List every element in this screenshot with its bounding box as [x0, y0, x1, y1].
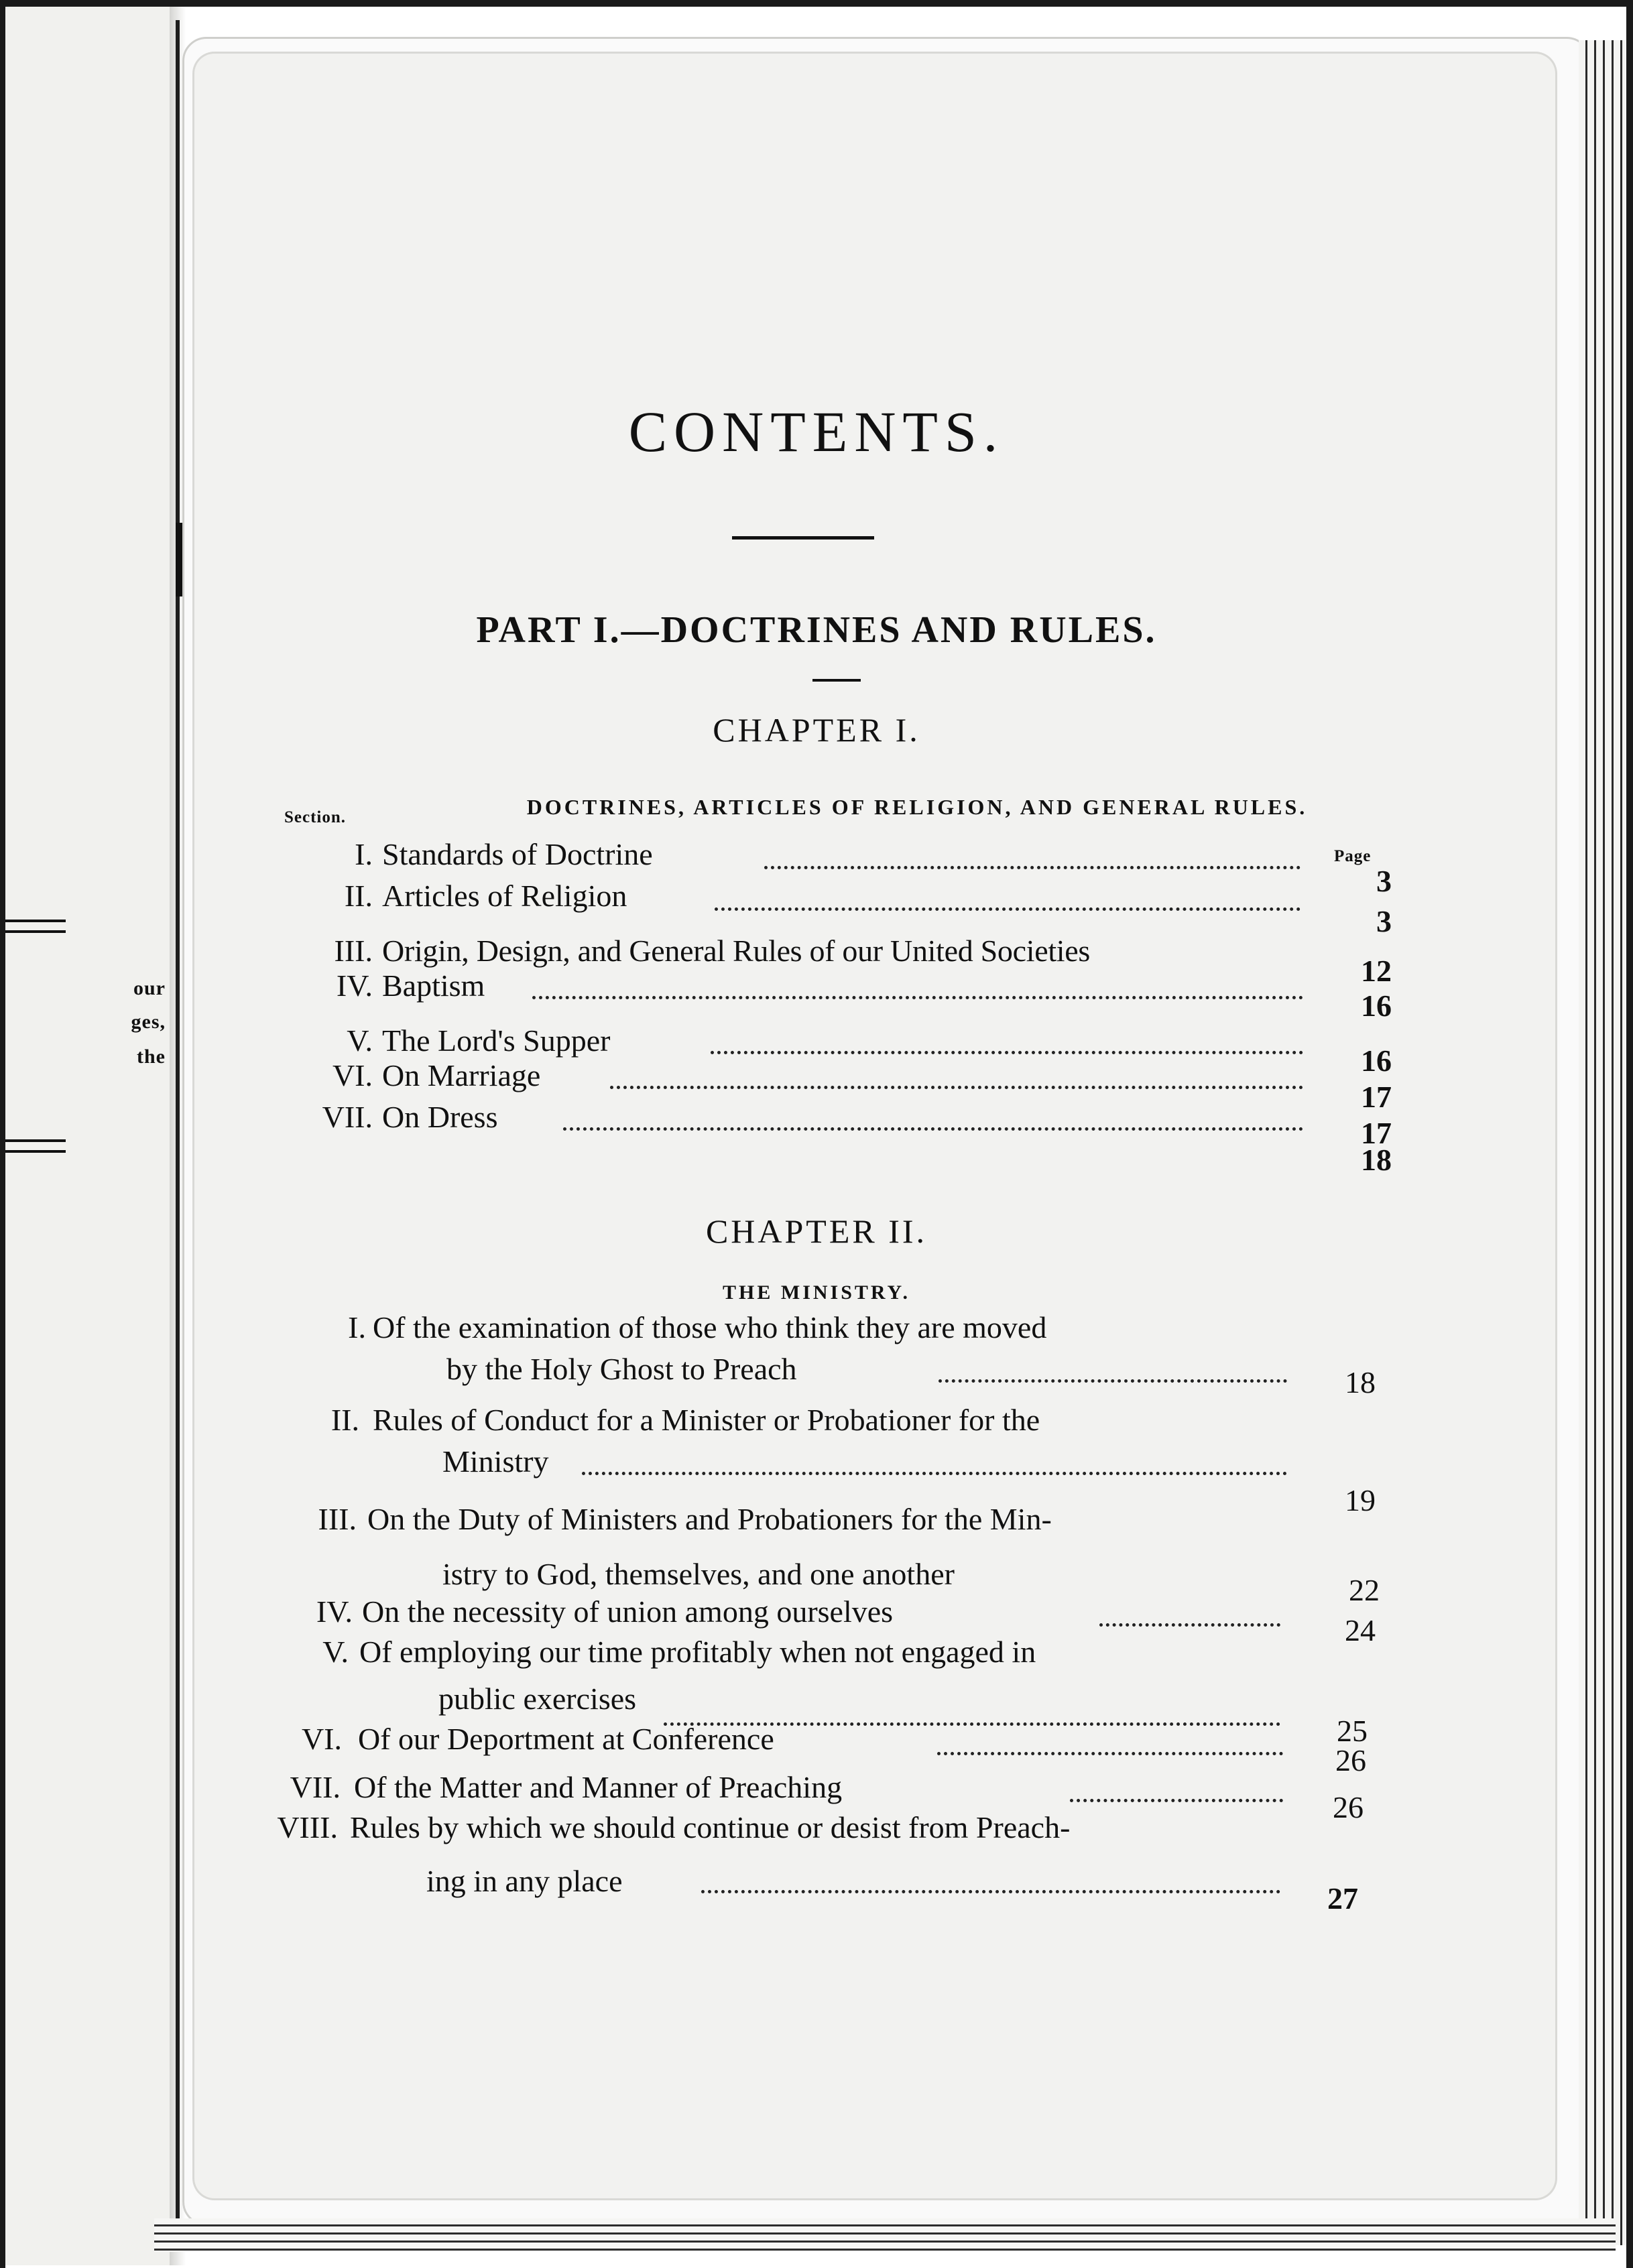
toc-entry-page: 18 [1361, 1143, 1392, 1177]
chapter-heading: CHAPTER I. [713, 711, 920, 749]
toc-entry-title-line2: ing in any place [426, 1864, 623, 1898]
page-label: Page [1334, 847, 1372, 865]
part-title: PART I.—DOCTRINES AND RULES. [476, 609, 1157, 651]
toc-entry-number: VII. [290, 1770, 341, 1804]
chapter-heading: CHAPTER II. [705, 1212, 928, 1250]
toc-entry-page: 16 [1361, 1044, 1392, 1078]
toc-entry-title-line2: Ministry [442, 1444, 549, 1478]
toc-entry-page: 12 [1361, 954, 1392, 988]
toc-entry-number: V. [322, 1635, 349, 1669]
toc-entry [0, 1501, 1633, 1607]
toc-entry-title: Origin, Design, and General Rules of our United Societies [382, 934, 1090, 968]
toc-entry-number: VII. [322, 1100, 373, 1134]
toc-entry [0, 1769, 1633, 1824]
section-label: Section. [284, 808, 347, 826]
toc-entry [0, 1402, 1633, 1517]
toc-entry-title: On the necessity of union among ourselves [362, 1594, 894, 1629]
part-rule [812, 679, 861, 682]
toc-entry-title: On Dress [382, 1100, 498, 1134]
toc-entry-title: Baptism [382, 968, 485, 1003]
chapter-subtitle: DOCTRINES, ARTICLES OF RELIGION, AND GENERAL RULES. [526, 795, 1308, 819]
title-rule [732, 536, 874, 540]
toc-entry-number: VIII. [277, 1810, 338, 1844]
dot-leader [701, 1885, 1280, 1893]
page-stack-bottom [154, 2218, 1616, 2252]
toc-entry-title: Of the Matter and Manner of Preaching [354, 1770, 843, 1804]
toc-entry-page: 26 [1333, 1790, 1364, 1824]
dot-leader [715, 902, 1301, 911]
dot-leader [1099, 1618, 1280, 1627]
toc-entry-page: 26 [1335, 1743, 1366, 1777]
facing-rule [5, 920, 66, 922]
toc-entry-page: 22 [1349, 1573, 1380, 1607]
chapter-subtitle: THE MINISTRY. [723, 1281, 910, 1304]
facing-text-line: the [137, 1046, 166, 1068]
toc-entry-number: I. [348, 1310, 366, 1344]
toc-entry [0, 1310, 1633, 1397]
toc-entry [0, 878, 1633, 938]
toc-entry-number: II. [330, 1403, 359, 1437]
toc-entry-title-line2: istry to God, themselves, and one another [442, 1557, 955, 1591]
toc-entry-number: I. [355, 837, 373, 871]
toc-entry-title: Standards of Doctrine [382, 837, 653, 871]
toc-entry-page: 16 [1361, 989, 1392, 1023]
toc-entry-number: II. [344, 879, 373, 913]
toc-entry-page: 25 [1337, 1714, 1368, 1748]
toc-entry-number: VI. [301, 1722, 342, 1756]
toc-entry [0, 1126, 1633, 1177]
toc-entry [0, 1594, 1633, 1647]
toc-entry-page: 27 [1327, 1881, 1358, 1915]
toc-entry-page: 19 [1345, 1483, 1376, 1517]
facing-text-line: our [133, 977, 166, 999]
dot-leader [532, 991, 1303, 999]
toc-entry-page: 17 [1361, 1116, 1392, 1150]
toc-entry-page: 18 [1345, 1365, 1376, 1399]
dot-leader [711, 1046, 1303, 1054]
dot-leader [582, 1466, 1287, 1475]
page-title: CONTENTS. [628, 399, 1005, 464]
toc-entry-title: Of our Deportment at Conference [358, 1722, 774, 1756]
toc-entry-number: VI. [332, 1058, 373, 1092]
toc-entry [0, 1721, 1633, 1777]
toc-entry-number: III. [318, 1502, 357, 1536]
toc-entry-title-line1: Of employing our time profitably when not engaged in [359, 1635, 1036, 1669]
toc-entry-page: 17 [1361, 1080, 1392, 1114]
toc-entry-page: 24 [1345, 1613, 1376, 1647]
toc-entry-title-line1: On the Duty of Ministers and Probationers for the Min- [367, 1502, 1052, 1536]
toc-entry-title: The Lord's Supper [382, 1023, 611, 1058]
toc-entry-number: IV. [316, 1594, 353, 1629]
toc-entry-number: V. [347, 1023, 373, 1058]
dot-leader [764, 861, 1301, 869]
toc-entry [0, 1810, 1633, 1915]
toc-entry-title: On Marriage [382, 1058, 541, 1092]
toc-entry-title: Articles of Religion [382, 879, 627, 913]
toc-entry-title-line1: Rules of Conduct for a Minister or Probationer for the [373, 1403, 1040, 1437]
dot-leader [1070, 1793, 1283, 1802]
toc-entry [0, 1058, 1633, 1114]
dot-leader [937, 1747, 1283, 1755]
toc-entry-title-line1: Rules by which we should continue or desist from Preach- [350, 1810, 1071, 1844]
toc-entry-title-line2: public exercises [438, 1682, 637, 1716]
toc-entry-title-line2: by the Holy Ghost to Preach [446, 1352, 797, 1386]
toc-entry-page: 3 [1376, 864, 1392, 898]
scan-border-top [0, 0, 1633, 7]
toc-entry-title-line1: Of the examination of those who think they are moved [373, 1310, 1047, 1344]
dot-leader [610, 1080, 1303, 1089]
dot-leader [939, 1374, 1287, 1383]
toc-entry-number: IV. [336, 968, 373, 1003]
toc-entry-number: III. [334, 934, 373, 968]
facing-text-line: ges, [131, 1011, 166, 1033]
toc-entry-page: 3 [1376, 904, 1392, 938]
